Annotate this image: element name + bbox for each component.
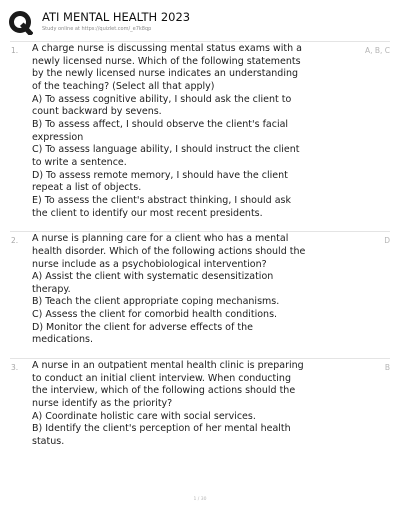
quizlet-logo-icon: [8, 10, 33, 35]
question-number: 3.: [11, 363, 19, 373]
question-stem: A charge nurse is discussing mental status exams with a newly licensed nurse. Which of the following statements by the newly licensed nurse indicates an understanding of the teaching? (Select all that apply): [32, 43, 302, 92]
answer-option: D) To assess remote memory, I should have the client repeat a list of objects.: [32, 169, 288, 194]
answer-key: A, B, C: [364, 46, 390, 55]
answer-option: B) Identify the client's perception of her mental health status.: [32, 423, 291, 448]
answer-key: D: [384, 236, 390, 246]
question-text: [32, 43, 307, 220]
question-stem: A nurse in an outpatient mental health clinic is preparing to conduct an initial client interview. When conducting the interview, which of the following actions should the nurse identify as the priority?: [32, 360, 304, 410]
question-item: [10, 358, 390, 455]
page-title: ATI MENTAL HEALTH 2023: [42, 10, 191, 24]
document-header: [8, 8, 392, 38]
question-stem: A nurse is planning care for a client who has a mental health disorder. Which of the following actions should the nurse include as a psychobiological intervention?: [32, 233, 306, 270]
page-number: 1 / 30: [193, 497, 207, 502]
answer-option: B) Teach the client appropriate coping mechanisms.: [32, 296, 280, 308]
question-number: 1.: [11, 46, 19, 55]
answer-option: A) Assist the client with systematic desensitization therapy.: [32, 271, 274, 295]
page-subtitle: Study online at https://quizlet.com/_e7k8qp: [42, 26, 152, 32]
question-item: [10, 231, 390, 353]
answer-option: B) To assess affect, I should observe the client's facial expression: [32, 118, 289, 143]
answer-option: C) Assess the client for comorbid health conditions.: [32, 309, 278, 321]
answer-key: B: [384, 363, 390, 373]
answer-option: D) Monitor the client for adverse effects of the medications.: [32, 321, 253, 346]
answer-option: A) Coordinate holistic care with social services.: [32, 410, 256, 422]
answer-option: E) To assess the client's abstract thinking, I should ask the client to identify our most recent presidents.: [32, 194, 291, 219]
question-text: [32, 233, 307, 347]
answer-option: A) To assess cognitive ability, I should ask the client to count backward by sevens.: [32, 93, 292, 118]
question-number: 2.: [11, 236, 19, 246]
question-item: [10, 41, 390, 226]
question-list: [0, 41, 400, 455]
question-text: [32, 360, 307, 449]
answer-option: C) To assess language ability, I should instruct the client to write a sentence.: [32, 144, 300, 168]
